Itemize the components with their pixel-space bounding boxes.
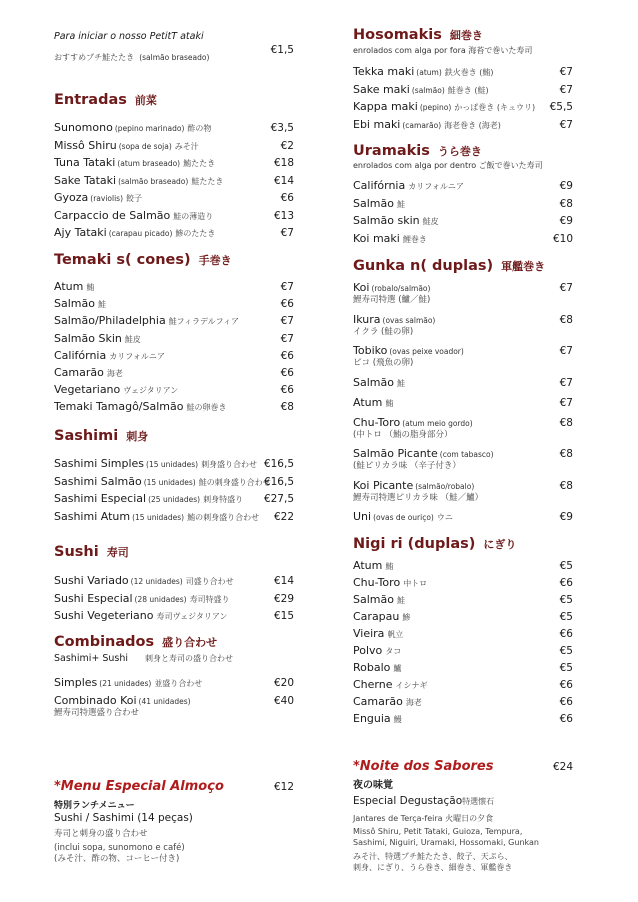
intro-jp: おすすめプチ鮭たたき [54, 53, 135, 62]
menu-item [353, 64, 573, 80]
menu-item-price: €18 [273, 157, 294, 169]
menu-item [54, 456, 294, 472]
menu-especial-item-jp: 寿司と刺身の盛り合わせ [54, 829, 148, 839]
menu-item-price: €6 [559, 713, 573, 725]
menu-item-name: Sushi Vegeteriano 寿司ヴェジタリアン [54, 609, 228, 622]
menu-especial-note: (inclui sopa, sunomono e café) [54, 843, 185, 853]
menu-item-price: €6 [559, 628, 573, 640]
menu-item [54, 509, 294, 525]
menu-item [353, 558, 573, 574]
menu-item-note: 鯉寿司特選 (鱸／鮭) [353, 295, 431, 305]
menu-item-price: €20 [273, 677, 294, 689]
intro-block [54, 31, 294, 61]
menu-item-note: (鮭ピリカラ味 （辛子付き） [353, 461, 461, 471]
noite-day: Jantares de Terça-feira 火曜日の夕食 [353, 814, 494, 823]
menu-item-price: €5 [559, 662, 573, 674]
menu-item [54, 491, 294, 507]
menu-item-name: Combinado Koi (41 unidades) [54, 693, 191, 707]
section-entradas-title: Entradas 前菜 [54, 92, 157, 108]
menu-item-name: Gyoza (raviolis) 餃子 [54, 191, 142, 204]
menu-item [353, 213, 573, 229]
menu-item-price: €8 [559, 197, 573, 210]
menu-item-name: Salmão skin 鮭皮 [353, 214, 439, 227]
menu-item [353, 415, 573, 431]
menu-item-price: €6 [280, 367, 294, 379]
menu-item-name: Vegetariano ヴェジタリアン [54, 383, 179, 397]
menu-item-price: €7 [280, 227, 294, 239]
menu-item [353, 626, 573, 642]
menu-item-name: Simples (21 unidades) 並盛り合わせ [54, 676, 203, 689]
menu-item-name: Vieira 帆立 [353, 627, 404, 640]
menu-item-name: Atum 鮪 [54, 280, 95, 293]
menu-item-price: €7 [280, 332, 294, 345]
menu-item-price: €6 [280, 298, 294, 311]
menu-item-price: €6 [559, 577, 573, 589]
menu-item [54, 313, 294, 329]
section-combinados-title: Combinados 盛り合わせ [54, 634, 218, 650]
menu-item-price: €5 [559, 594, 573, 606]
noite-jp2: 刺身、にぎり、うら巻き、細巻き、軍艦巻き [353, 863, 513, 872]
menu-item-name: Tekka maki (atum) 鉄火巻き (鮪) [353, 65, 494, 78]
noite-desc2: Sashimi, Niguiri, Uramaki, Hossomaki, Gunkan [353, 838, 539, 847]
menu-item-price: €7 [559, 345, 573, 357]
menu-item [353, 694, 573, 710]
menu-item-price: €8 [559, 479, 573, 492]
menu-item [54, 348, 294, 364]
menu-item-price: €9 [559, 180, 573, 192]
menu-item-name: Sashimi Salmão (15 unidades) 鮭の刺身盛り合わせ [54, 474, 271, 488]
menu-item-name: Salmão Skin 鮭皮 [54, 331, 141, 345]
menu-item [54, 693, 294, 709]
section-hosomakis-title: Hosomakis 細巻き [353, 27, 483, 43]
menu-item-price: €7 [559, 83, 573, 96]
menu-item-name: Atum 鮪 [353, 395, 394, 409]
menu-especial-item: Sushi / Sashimi (14 peças) [54, 812, 193, 824]
menu-item [353, 178, 573, 194]
menu-especial-block [54, 779, 294, 869]
menu-item-name: Ajy Tataki (carapau picado) 鯵のたたき [54, 226, 216, 239]
menu-item [353, 609, 573, 625]
menu-item-price: €5,5 [549, 101, 573, 113]
menu-item-price: €6 [559, 679, 573, 691]
menu-item [353, 660, 573, 676]
menu-item [54, 155, 294, 171]
menu-item-price: €6 [559, 696, 573, 708]
menu-item [353, 509, 573, 525]
menu-item-price: €6 [280, 384, 294, 397]
menu-item-name: Salmão/Philadelphia 鮭フィラデルフィア [54, 314, 240, 328]
menu-item-name: Temaki Tamagô/Salmão 鮭の卵巻き [54, 400, 227, 414]
menu-item-name: Sunomono (pepino marinado) 酢の物 [54, 121, 212, 134]
menu-item [353, 395, 573, 411]
menu-item [54, 173, 294, 189]
menu-item-name: Missô Shiru (sopa de soja) みそ汁 [54, 138, 199, 152]
menu-item [353, 478, 573, 494]
menu-item [353, 117, 573, 133]
menu-item [54, 279, 294, 295]
menu-item-name: Carpaccio de Salmão 鮭の薄造り [54, 208, 214, 222]
menu-especial-title: *Menu Especial Almoço [54, 779, 224, 794]
menu-item [54, 382, 294, 398]
menu-item-note: (中トロ （鮪の脂身部分） [353, 429, 453, 440]
menu-item-name: Chu-Toro 中トロ [353, 576, 428, 589]
menu-item [353, 592, 573, 608]
menu-item [353, 99, 573, 115]
menu-item-name: Camarão 海老 [54, 366, 123, 379]
menu-item [353, 375, 573, 391]
menu-item [54, 474, 294, 490]
menu-item-price: €7 [559, 376, 573, 389]
menu-item-price: €7 [280, 281, 294, 293]
section-sashimi-title: Sashimi 刺身 [54, 428, 149, 444]
menu-item [353, 575, 573, 591]
menu-item [54, 399, 294, 415]
noite-item: Especial Degustação特選懐石 [353, 795, 495, 807]
menu-item [54, 120, 294, 136]
menu-item-price: €27,5 [263, 493, 294, 505]
noite-block [353, 759, 573, 879]
menu-item-name: Koi (robalo/salmão) [353, 281, 431, 294]
section-nigiri-title: Nigi ri (duplas) にぎり [353, 536, 517, 552]
menu-item [353, 196, 573, 212]
noite-price: €24 [552, 761, 573, 773]
menu-item-name: Sashimi Atum (15 unidades) 鮪の刺身盛り合わせ [54, 509, 260, 523]
menu-item-name: Sushi Especial (28 unidades) 寿司特盛り [54, 591, 230, 605]
menu-item-price: €6 [280, 192, 294, 204]
menu-item-price: €9 [559, 511, 573, 523]
menu-item-price: €6 [280, 349, 294, 362]
menu-item [54, 591, 294, 607]
menu-item-name: Ikura (ovas salmão) [353, 312, 436, 326]
menu-item-price: €7 [559, 118, 573, 131]
menu-item [353, 643, 573, 659]
menu-item-name: Califórnia カリフォルニア [54, 348, 165, 362]
menu-item-name: Salmão 鮭 [353, 593, 405, 606]
noite-jp: 夜の味覚 [353, 780, 393, 791]
menu-item [54, 331, 294, 347]
menu-item-name: Sake maki (salmão) 鮭巻き (鮭) [353, 82, 489, 96]
menu-item-price: €8 [559, 313, 573, 326]
menu-item [353, 280, 573, 296]
menu-item [54, 365, 294, 381]
menu-item-price: €22 [273, 510, 294, 523]
menu-item-price: €8 [559, 448, 573, 460]
menu-item-name: Camarão 海老 [353, 695, 422, 708]
menu-item-name: Koi Picante (salmão/robalo) [353, 478, 475, 492]
menu-item [353, 312, 573, 328]
menu-item-price: €7 [559, 396, 573, 409]
menu-item-name: Tobiko (ovas peixe voador) [353, 344, 464, 357]
menu-item-name: Enguia 鰻 [353, 712, 402, 725]
menu-item [353, 231, 573, 247]
menu-item-name: Atum 鮪 [353, 559, 394, 572]
menu-item-price: €29 [273, 592, 294, 605]
menu-item [54, 573, 294, 589]
menu-item-name: Uni (ovas de ouriço) ウニ [353, 510, 453, 523]
menu-item-note: 鯉寿司特選ピリカラ味 （鮭／鱸） [353, 492, 484, 503]
menu-item-name: Sushi Variado (12 unidades) 司盛り合わせ [54, 574, 234, 587]
menu-item [353, 677, 573, 693]
menu-item [54, 608, 294, 624]
noite-desc1: Missô Shiru, Petit Tataki, Guioza, Tempura, [353, 827, 523, 836]
menu-item-price: €3,5 [270, 122, 294, 134]
menu-item-name: Polvo タコ [353, 644, 402, 657]
section-sushi-title: Sushi 寿司 [54, 544, 129, 560]
menu-item-name: Salmão 鮭 [353, 196, 405, 210]
menu-item-price: €9 [559, 215, 573, 227]
menu-item-price: €8 [559, 416, 573, 429]
menu-item-price: €8 [280, 401, 294, 414]
menu-item [54, 675, 294, 691]
menu-item-name: Robalo 鱸 [353, 661, 402, 674]
noite-title: *Noite dos Sabores [353, 759, 494, 774]
intro-sub: (salmão braseado) [139, 53, 210, 62]
menu-item-note: 鯉寿司特選盛り合わせ [54, 707, 140, 718]
menu-item-price: €40 [273, 694, 294, 707]
section-gunkan-title: Gunka n( duplas) 軍艦巻き [353, 258, 546, 274]
hosomakis-desc: enrolados com alga por fora 海苔で巻いた寿司 [353, 46, 533, 55]
menu-item-price: €5 [559, 645, 573, 657]
menu-item-name: Sashimi Especial (25 unidades) 刺身特盛り [54, 492, 244, 505]
menu-item-price: €7 [559, 282, 573, 294]
menu-item [54, 138, 294, 154]
menu-item [54, 225, 294, 241]
menu-especial-price: €12 [273, 781, 294, 793]
menu-item-name: Sashimi Simples (15 unidades) 刺身盛り合わせ [54, 457, 258, 470]
menu-item [54, 208, 294, 224]
menu-item-name: Carapau 鯵 [353, 610, 411, 623]
combinados-subtitle: Sashimi+ Sushi 刺身と寿司の盛り合わせ [54, 653, 234, 664]
menu-item-price: €7 [280, 315, 294, 328]
menu-item-price: €7 [559, 66, 573, 78]
menu-item-name: Koi maki 鯉巻き [353, 231, 427, 245]
menu-item-price: €2 [280, 139, 294, 152]
menu-item-price: €10 [552, 232, 573, 245]
section-temaki-title: Temaki s( cones) 手巻き [54, 252, 232, 268]
menu-especial-note-jp: (みそ汁、酢の物、コーヒー付き) [54, 854, 180, 864]
menu-item-price: €15 [273, 610, 294, 622]
intro-title: Para iniciar o nosso PetitT ataki [54, 31, 204, 42]
menu-item-name: Salmão Picante (com tabasco) [353, 447, 494, 460]
menu-item-price: €16,5 [263, 475, 294, 488]
menu-item [353, 343, 573, 359]
menu-item-name: Ebi maki (camarão) 海老巻き (海老) [353, 117, 501, 131]
menu-especial-jp: 特別ランチメニュー [54, 801, 135, 811]
menu-item-price: €5 [559, 611, 573, 623]
menu-item-price: €16,5 [263, 458, 294, 470]
menu-item-name: Salmão 鮭 [54, 297, 106, 311]
menu-item-price: €14 [273, 575, 294, 587]
menu-item [353, 711, 573, 727]
intro-price: €1,5 [270, 44, 294, 56]
menu-item-name: Kappa maki (pepino) かっぱ巻き (キュウリ) [353, 100, 536, 113]
menu-item-name: Salmão 鮭 [353, 375, 405, 389]
menu-item-note: イクラ (鮭の卵) [353, 326, 414, 337]
menu-item-name: Cherne イシナギ [353, 678, 428, 691]
menu-item-name: Chu-Toro (atum meio gordo) [353, 415, 473, 429]
menu-item [54, 296, 294, 312]
menu-item [54, 190, 294, 206]
menu-item-name: Califórnia カリフォルニア [353, 179, 464, 192]
menu-item [353, 82, 573, 98]
menu-item-name: Sake Tataki (salmão braseado) 鮭たたき [54, 173, 224, 187]
menu-item-name: Tuna Tataki (atum braseado) 鮪たたき [54, 156, 216, 169]
section-uramakis-title: Uramakis うら巻き [353, 143, 482, 159]
menu-item [353, 446, 573, 462]
noite-jp1: みそ汁、特選プチ鮭たたき、餃子、天ぷら、 [353, 852, 513, 861]
menu-item-price: €13 [273, 209, 294, 222]
uramakis-desc: enrolados com alga por dentro ご飯で巻いた寿司 [353, 161, 543, 170]
menu-item-price: €5 [559, 560, 573, 572]
menu-item-note: ピコ (飛魚の卵) [353, 358, 414, 368]
menu-item-price: €14 [273, 174, 294, 187]
